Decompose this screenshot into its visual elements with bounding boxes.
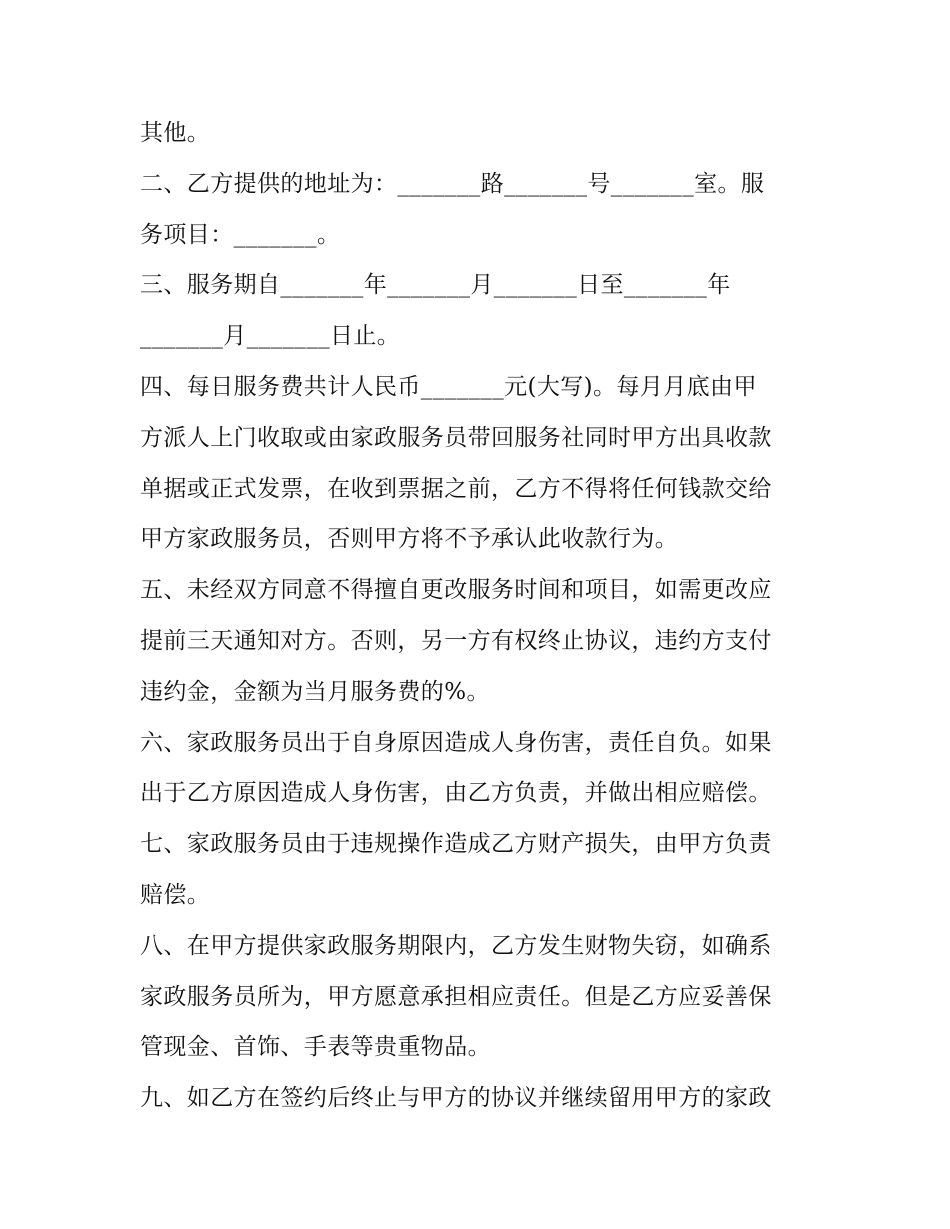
text-line: 三、服务期自_______年_______月_______日至_______年	[140, 272, 731, 299]
text-line: 家政服务员所为，甲方愿意承担相应责任。但是乙方应妥善保	[140, 983, 772, 1010]
text-line: 管现金、首饰、手表等贵重物品。	[140, 1034, 491, 1061]
text-line: _______月_______日止。	[140, 323, 401, 350]
text-line: 甲方家政服务员，否则甲方将不予承认此收款行为。	[140, 526, 679, 553]
contract-page	[140, 108, 820, 1124]
text-line: 其他。	[140, 120, 211, 146]
text-line: 九、如乙方在签约后终止与甲方的协议并继续留用甲方的家政	[140, 1085, 772, 1112]
text-line: 方派人上门收取或由家政服务员带回服务社同时甲方出具收款	[140, 424, 772, 451]
text-line: 赔偿。	[140, 881, 211, 908]
text-line: 单据或正式发票，在收到票据之前，乙方不得将任何钱款交给	[140, 475, 772, 502]
text-line: 二、乙方提供的地址为：_______路_______号_______室。服	[140, 170, 765, 197]
text-line: 五、未经双方同意不得擅自更改服务时间和项目，如需更改应	[140, 577, 772, 604]
text-line: 务项目：_______。	[140, 221, 341, 248]
text-line: 四、每日服务费共计人民币_______元(大写)。每月月底由甲	[140, 373, 757, 400]
text-line: 七、家政服务员由于违规操作造成乙方财产损失，由甲方负责	[140, 831, 772, 858]
text-line: 提前三天通知对方。否则，另一方有权终止协议，违约方支付	[140, 627, 772, 654]
text-line: 出于乙方原因造成人身伤害，由乙方负责，并做出相应赔偿。	[140, 780, 772, 807]
text-line: 八、在甲方提供家政服务期限内，乙方发生财物失窃，如确系	[140, 932, 772, 959]
text-line: 违约金，金额为当月服务费的%。	[140, 678, 490, 705]
text-line: 六、家政服务员出于自身原因造成人身伤害，责任自负。如果	[140, 729, 772, 756]
